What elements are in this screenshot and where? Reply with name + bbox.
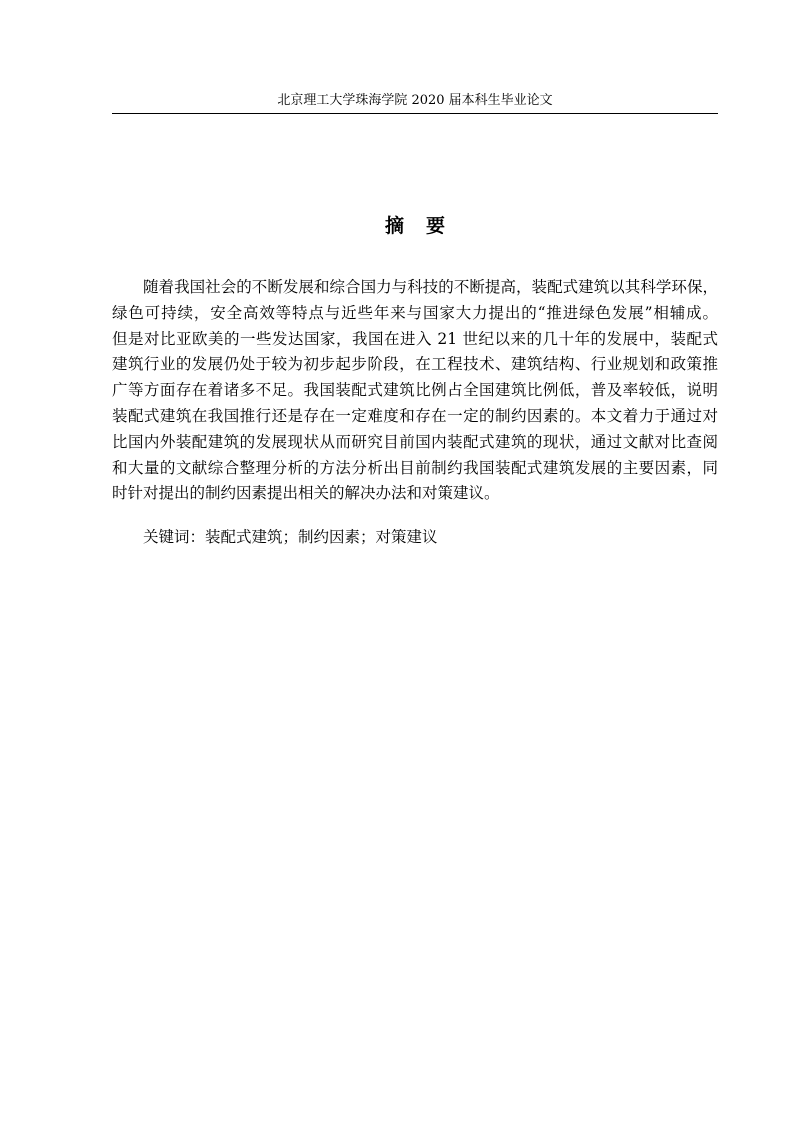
abstract-line-1: 随着我国社会的不断发展和综合国力与科技的不断提高，装配式建筑以其科学环保， [143,278,718,296]
abstract-line-5: 广等方面存在着诸多不足。我国装配式建筑比例占全国建筑比例低，普及率较低，说明 [112,381,718,400]
abstract-line-8: 和大量的文献综合整理分析的方法分析出目前制约我国装配式建筑发展的主要因素，同 [112,458,718,477]
abstract-body [112,275,718,507]
abstract-line-3: 但是对比亚欧美的一些发达国家，我国在进入 21 世纪以来的几十年的发展中，装配式 [112,329,718,348]
abstract-line-7: 比国内外装配建筑的发展现状从而研究目前国内装配式建筑的现状，通过文献对比查阅 [112,432,718,451]
keywords-line: 关键词：装配式建筑；制约因素；对策建议 [143,528,438,546]
abstract-line-4: 建筑行业的发展仍处于较为初步起步阶段，在工程技术、建筑结构、行业规划和政策推 [112,355,718,374]
abstract-line-6: 装配式建筑在我国推行还是存在一定难度和存在一定的制约因素的。本文着力于通过对 [112,406,718,425]
header-text: 北京理工大学珠海学院 2020 届本科生毕业论文 [277,93,553,108]
page-header [112,91,718,114]
abstract-line-2: 绿色可持续，安全高效等特点与近些年来与国家大力提出的“推进绿色发展”相辅成。 [112,303,718,322]
abstract-line-9: 时针对提出的制约因素提出相关的解决办法和对策建议。 [112,484,500,503]
abstract-title: 摘要 [384,215,467,237]
